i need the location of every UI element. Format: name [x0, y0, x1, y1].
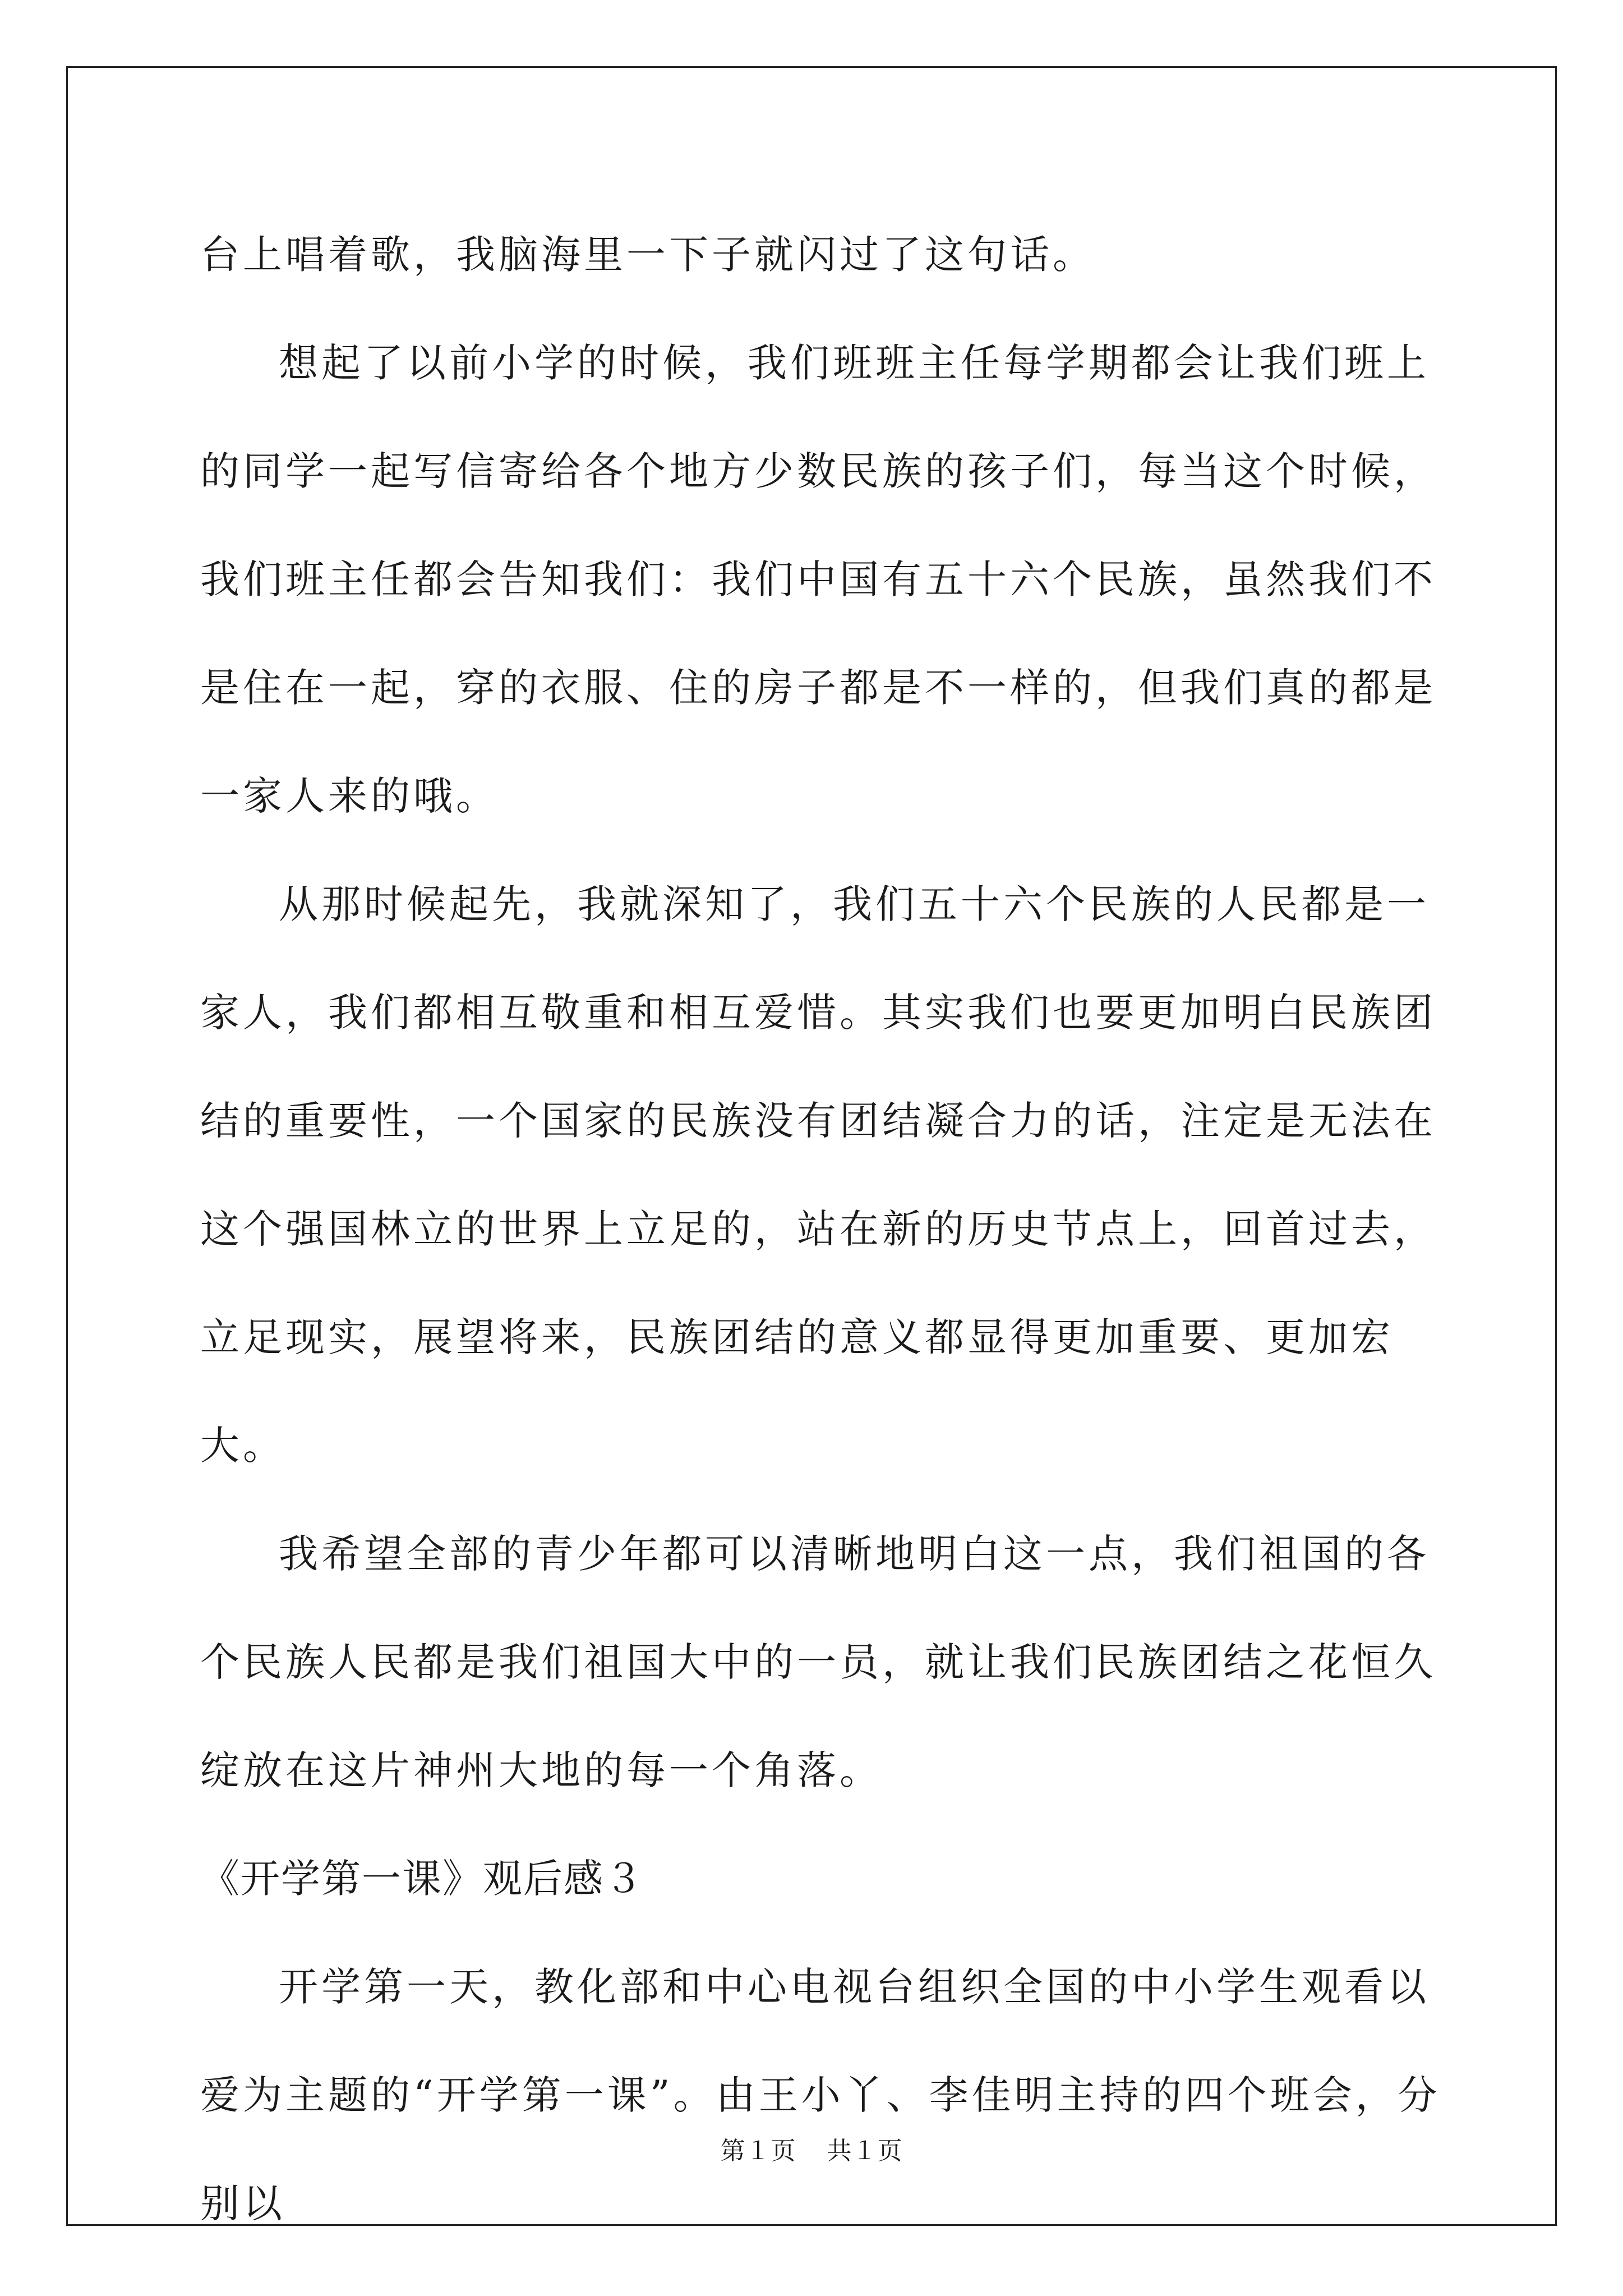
paragraph: 我希望全部的青少年都可以清晰地明白这一点，我们祖国的各个民族人民都是我们祖国大中的一员，就让我们民族团结之花恒久绽放在这片神州大地的每一个角落。	[200, 1531, 1436, 1793]
paragraph: 想起了以前小学的时候，我们班班主任每学期都会让我们班上的同学一起写信寄给各个地方少数民族的孩子们，每当这个时候，我们班主任都会告知我们：我们中国有五十六个民族，虽然我们不是住在一起，穿的衣服、住的房子都是不一样的，但我们真的都是一家人来的哦。	[200, 340, 1436, 819]
page-count: 共１页	[827, 2137, 903, 2165]
document-body	[200, 201, 1462, 2258]
page-footer	[0, 2131, 1623, 2166]
page-number: 第１页	[720, 2137, 796, 2165]
paragraph-continuation: 台上唱着歌，我脑海里一下子就闪过了这句话。	[200, 232, 1095, 278]
paragraph: 从那时候起先，我就深知了，我们五十六个民族的人民都是一家人，我们都相互敬重和相互爱惜。其实我们也要更加明白民族团结的重要性，一个国家的民族没有团结凝合力的话，注定是无法在这个强国林立的世界上立足的，站在新的历史节点上，回首过去，立足现实，展望将来，民族团结的意义都显得更加重要、更加宏大。	[200, 881, 1436, 1469]
section-heading: 《开学第一课》观后感３	[200, 1856, 644, 1902]
paragraph: 开学第一天，教化部和中心电视台组织全国的中小学生观看以爱为主题的“开学第一课”。由王小丫、李佳明主持的四个班会，分别以	[200, 1964, 1441, 2226]
